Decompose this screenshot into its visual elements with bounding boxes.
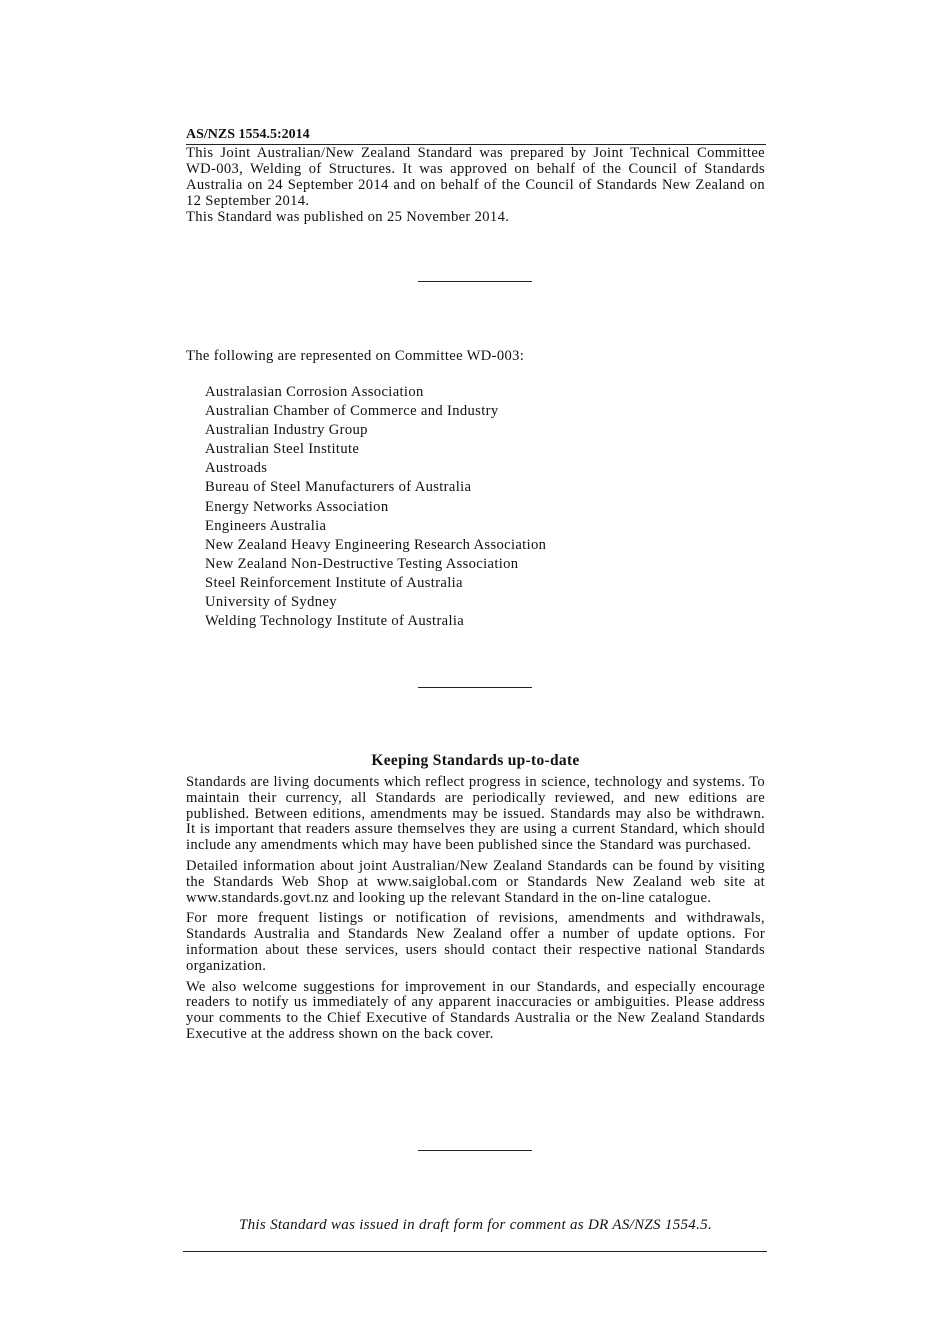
standard-id-heading: AS/NZS 1554.5:2014 xyxy=(186,127,766,145)
footer-rule xyxy=(183,1251,767,1252)
section-divider xyxy=(418,281,532,282)
committee-member-list xyxy=(205,383,546,631)
committee-member: New Zealand Heavy Engineering Research Association xyxy=(205,536,547,553)
body-paragraph: Standards are living documents which reflect progress in science, technology and systems. To maintain their currency, all Standards are periodically reviewed, and new editions are published. Between editions, amendments may be issued. Standards may also be withdrawn. It is important that readers assure themselves they are using a current Standard, which should include any amendments which may have been published since the Standard was purchased. xyxy=(186,774,765,854)
committee-member: Bureau of Steel Manufacturers of Australia xyxy=(205,479,472,496)
committee-member: Austroads xyxy=(205,460,268,477)
section-divider xyxy=(418,687,532,688)
committee-member: Engineers Australia xyxy=(205,517,327,534)
committee-member: Australian Industry Group xyxy=(205,422,368,439)
committee-member: New Zealand Non-Destructive Testing Association xyxy=(205,555,519,572)
publication-date: This Standard was published on 25 November 2014. xyxy=(186,209,510,225)
body-paragraph: For more frequent listings or notification of revisions, amendments and withdrawals, Standards Australia and Standards New Zealand offer a number of update options. For information about these services, users should contact their respective national Standards organization. xyxy=(186,910,765,974)
preparation-statement: This Joint Australian/New Zealand Standard was prepared by Joint Technical Committee WD-003, Welding of Structures. It was approved on behalf of the Council of Standards Australia on 24 September 2014 and on behalf of the Council of Standards New Zealand on 12 September 2014. xyxy=(186,145,765,209)
keeping-up-to-date-heading: Keeping Standards up-to-date xyxy=(371,752,580,769)
committee-member: Australian Steel Institute xyxy=(205,441,360,458)
committee-member: Australian Chamber of Commerce and Industry xyxy=(205,403,499,420)
committee-member: Energy Networks Association xyxy=(205,498,389,515)
committee-member: Australasian Corrosion Association xyxy=(205,384,424,400)
keeping-up-to-date-body xyxy=(186,775,765,1048)
committee-member: Welding Technology Institute of Australia xyxy=(205,613,465,630)
committee-intro: The following are represented on Committee WD-003: xyxy=(186,348,525,364)
body-paragraph: Detailed information about joint Australian/New Zealand Standards can be found by visiting the Standards Web Shop at www.saiglobal.com or Standards New Zealand web site at www.standards.govt.nz and looking up the relevant Standard in the on-line catalogue. xyxy=(186,857,765,906)
committee-member: University of Sydney xyxy=(205,594,337,611)
draft-note: This Standard was issued in draft form for comment as DR AS/NZS 1554.5. xyxy=(238,1217,712,1233)
section-divider xyxy=(418,1150,532,1151)
committee-member: Steel Reinforcement Institute of Australia xyxy=(205,574,463,591)
body-paragraph: We also welcome suggestions for improvement in our Standards, and especially encourage readers to notify us immediately of any apparent inaccuracies or ambiguities. Please address your comments to the Chief Executive of Standards Australia or the New Zealand Standards Executive at the address shown on the back cover. xyxy=(186,978,765,1042)
